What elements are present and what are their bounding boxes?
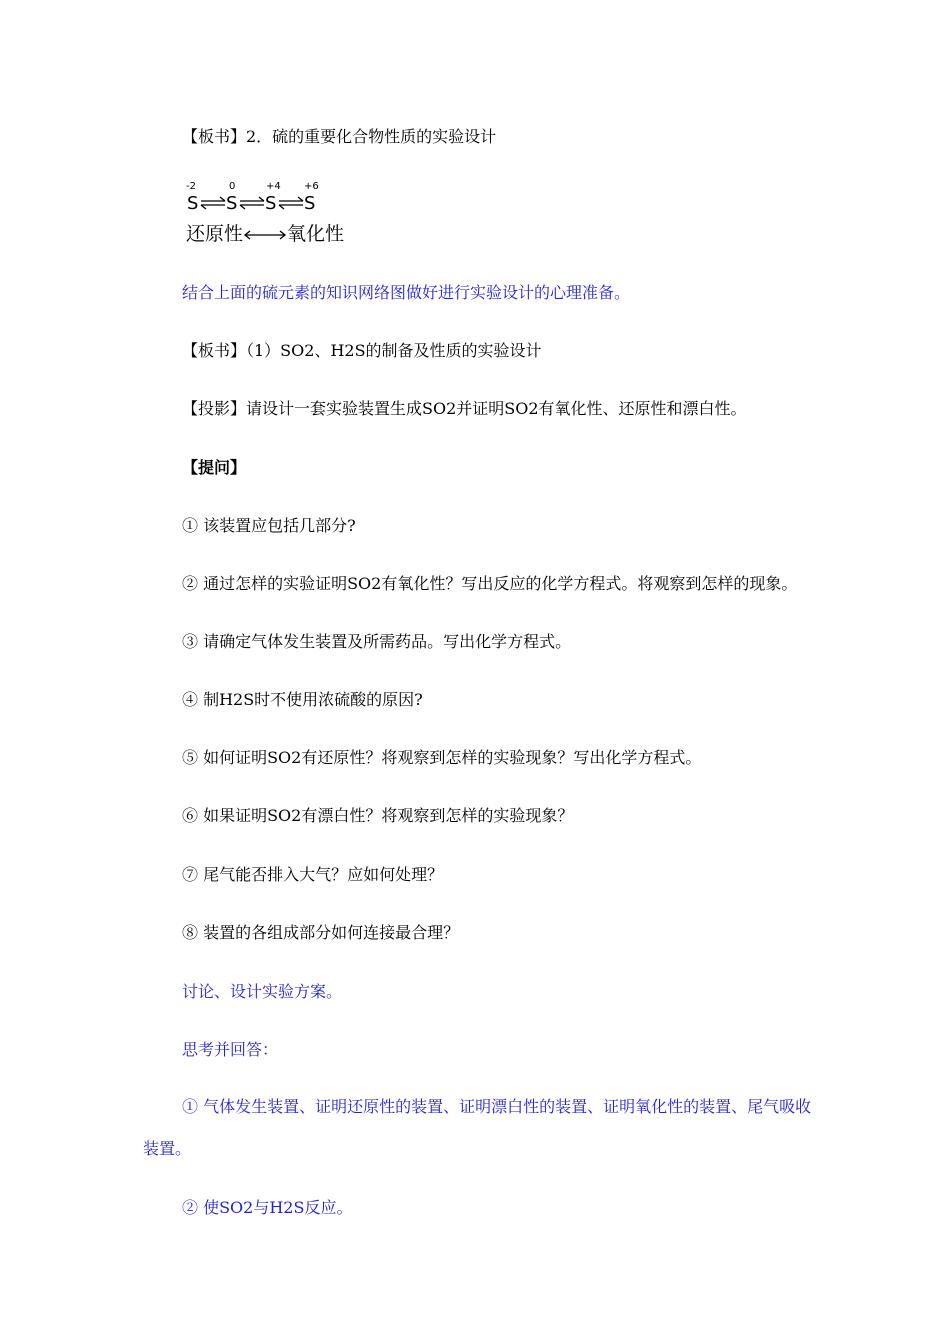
sulfur-symbol: S [265,193,277,214]
think-answer-label: 思考并回答： [182,1040,279,1059]
question-item: ⑥ 如果证明SO2有漂白性？将观察到怎样的实验现象？ [182,806,574,825]
question-item: ⑦ 尾气能否排入大气？应如何处理？ [182,865,444,884]
question-item: ⑤ 如何证明SO2有还原性？将观察到怎样的实验现象？写出化学方程式。 [182,748,702,767]
question-item: ① 该装置应包括几部分? [182,516,356,535]
oxidation-state-minus2: -2 [186,181,196,192]
blackboard-title: 【板书】2．硫的重要化合物性质的实验设计 [182,127,497,146]
question-item: ⑧ 装置的各组成部分如何连接最合理？ [182,923,460,942]
equilibrium-arrow-icon [278,196,304,210]
answer-item: ② 使SO2与H2S反应。 [182,1198,353,1217]
equilibrium-arrow-icon [239,196,265,210]
question-item: ④ 制H2S时不使用浓硫酸的原因? [182,690,423,709]
sulfur-valence-diagram [186,182,386,252]
double-arrow-icon [243,229,287,241]
oxidation-state-plus4: +4 [266,181,281,192]
question-item: ③ 请确定气体发生装置及所需药品。写出化学方程式。 [182,632,572,651]
equilibrium-arrow-icon [200,196,226,210]
oxidation-state-plus6: +6 [304,181,319,192]
question-header: 【提问】 [182,458,247,477]
blackboard-subtitle: 【板书】（1）SO2、H2S的制备及性质的实验设计 [182,341,542,360]
answer-item: ① 气体发生装置、证明还原性的装置、证明漂白性的装置、证明氧化性的装置、尾气吸收装置。 [143,1097,812,1158]
reducing-label: 还原性 [186,223,244,245]
sulfur-symbol: S [226,193,238,214]
discussion-note: 讨论、设计实验方案。 [182,982,343,1001]
intro-note: 结合上面的硫元素的知识网络图做好进行实验设计的心理准备。 [182,283,631,302]
oxidation-state-0: 0 [229,181,236,192]
reduction-oxidation-scale [186,222,344,246]
question-item: ② 通过怎样的实验证明SO2有氧化性？写出反应的化学方程式。将观察到怎样的现象。 [182,574,798,593]
projection-task: 【投影】请设计一套实验装置生成SO2并证明SO2有氧化性、还原性和漂白性。 [182,399,747,418]
sulfur-symbol: S [187,193,199,214]
oxidizing-label: 氧化性 [287,223,345,245]
sulfur-symbol: S [304,193,316,214]
